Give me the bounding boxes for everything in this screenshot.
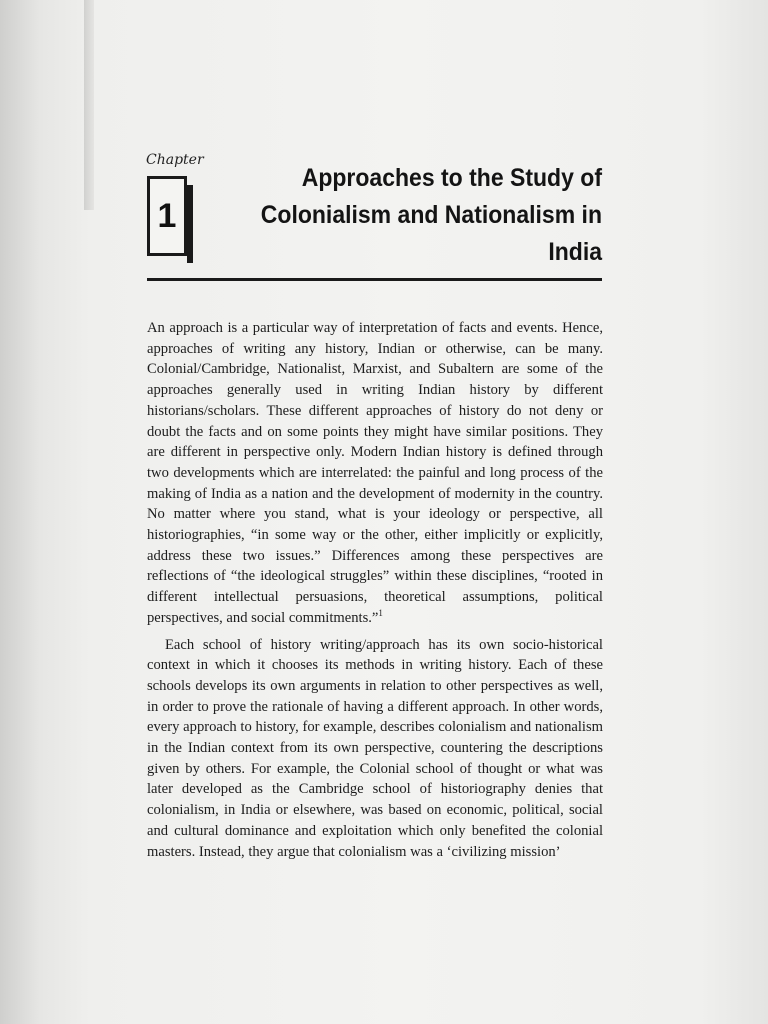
title-divider: [147, 278, 602, 281]
page-binding-shadow: [84, 0, 94, 210]
chapter-title: Approaches to the Study of Colonialism and Nationalism in India: [260, 164, 602, 266]
body-paragraph-1: [147, 318, 603, 629]
chapter-label: Chapter: [146, 152, 204, 168]
paragraph-1-text: An approach is a particular way of interpretation of facts and events. Hence, approaches of writing any history, Indian or otherwise, can be many. Colonial/Cambridge, Nationalist, Marxist, and Subaltern are some of the approaches generally used in writing Indian history by different historians/scholars. These different approaches of history do not deny or doubt the facts and on some points they might have similar positions. They are different in perspective only. Modern Indian history is defined through two developments which are interrelated: the painful and long process of the making of India as a nation and the development of modernity in the country. No matter where you stand, what is your ideology or perspective, all historiographies, “in some way or the other, either implicitly or explicitly, address these two issues.” Differences among these perspectives are reflections of “the ideological struggles” within these disciplines, “rooted in different intellectual persuasions, theoretical assumptions, political perspectives, and social commitments.”: [147, 320, 603, 626]
chapter-number: 1: [157, 196, 177, 235]
chapter-number-box: [147, 176, 187, 256]
footnote-marker[interactable]: 1: [378, 607, 383, 618]
body-paragraph-2: Each school of history writing/approach has its own socio-historical context in which it chooses its methods in writing history. Each of these schools develops its own arguments in relation to other perspectives as well, in order to prove the rationale of having a different approach. In other words, every approach to history, for example, describes colonialism and nationalism in the Indian context from its own perspective, countering the descriptions given by others. For example, the Colonial school of thought or what was later developed as the Cambridge school of historiography denies that colonialism, in India or elsewhere, was based on economic, political, social and cultural dominance and exploitation which only benefited the colonial masters. Instead, they argue that colonialism was a ‘civilizing mission’: [147, 636, 603, 860]
chapter-body: [147, 318, 603, 868]
